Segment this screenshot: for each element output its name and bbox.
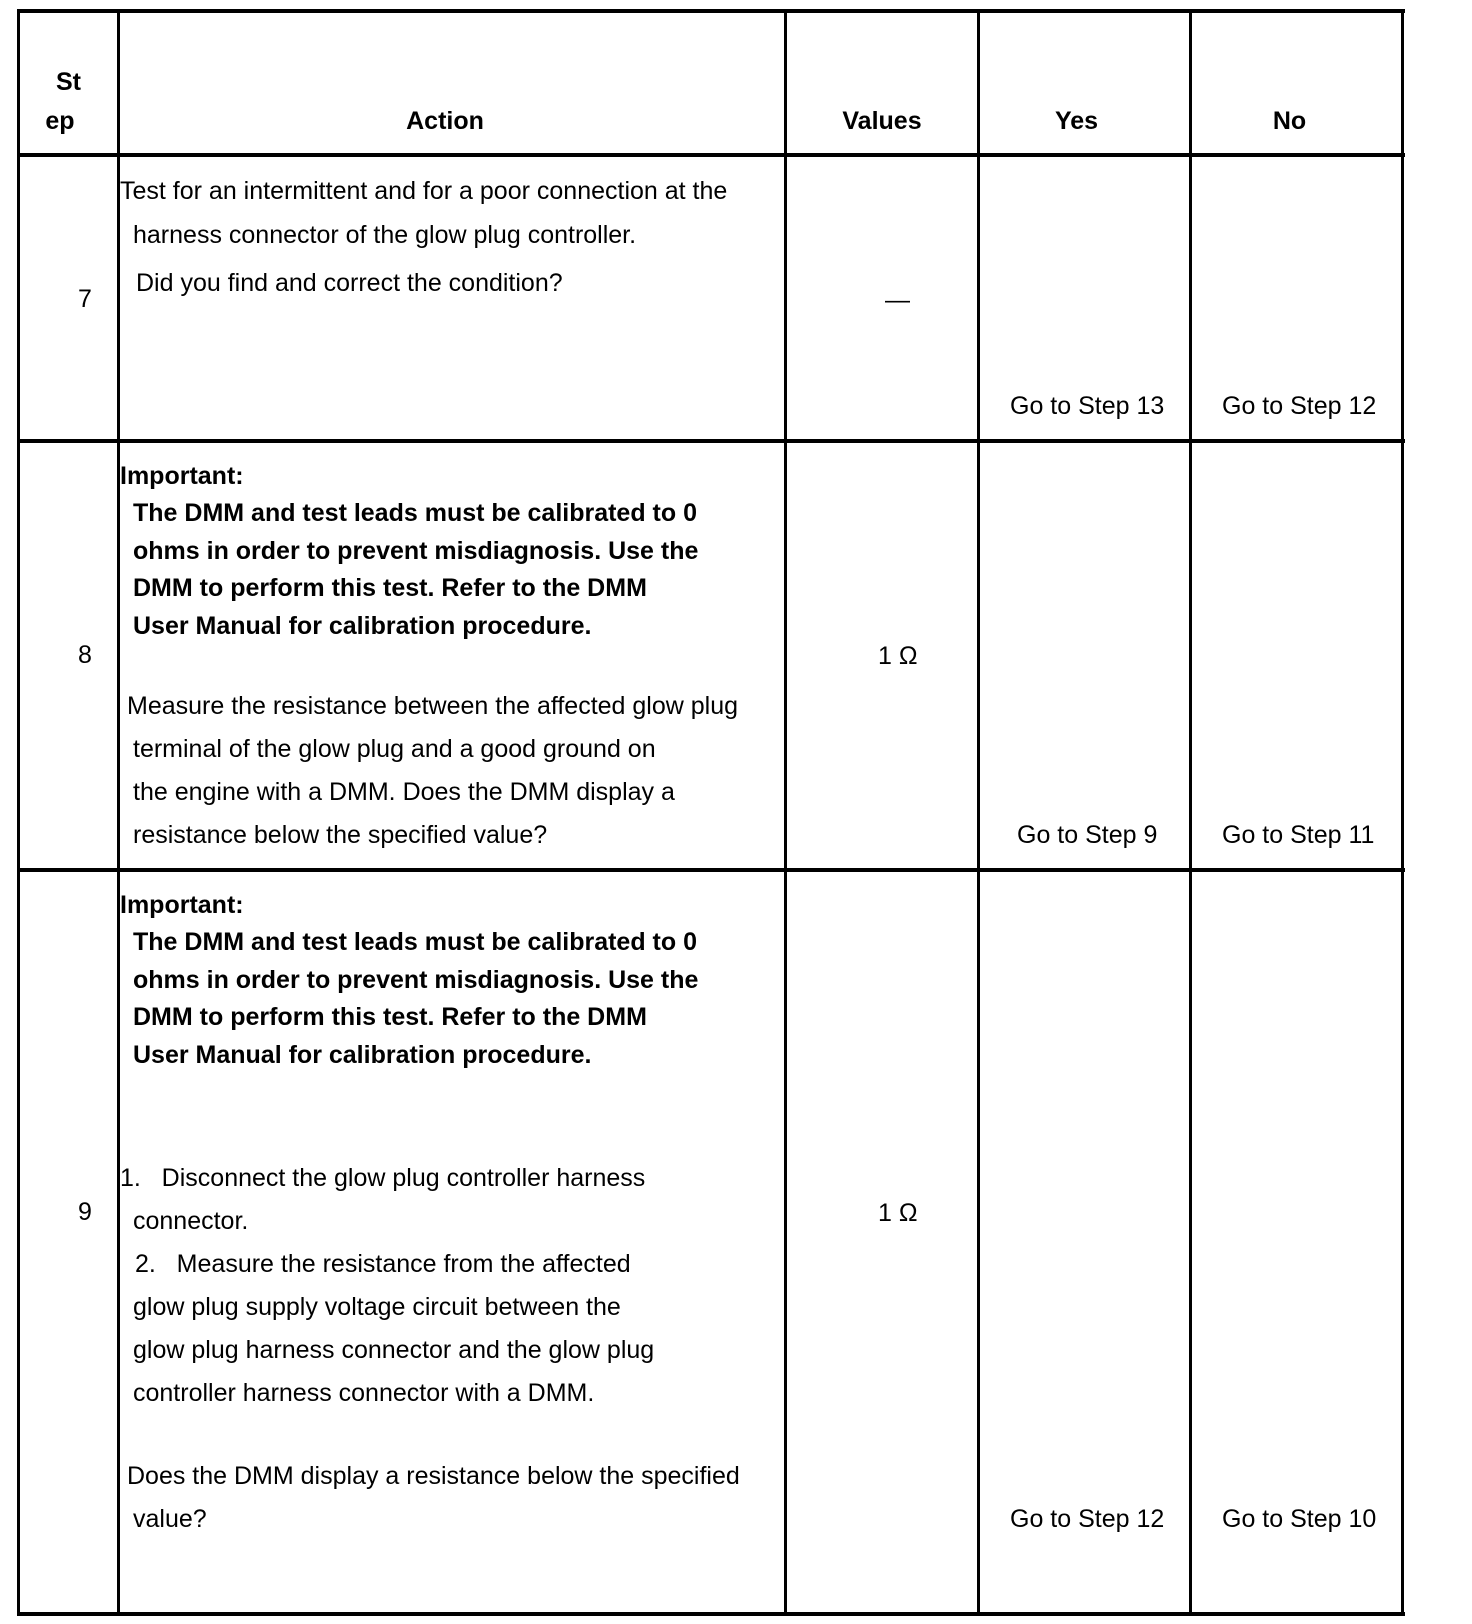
header-yes: Yes [1054, 107, 1099, 135]
action-text: 2. Measure the resistance from the affected [135, 1250, 631, 1278]
grid-line [17, 10, 20, 1616]
action-text: Measure the resistance between the affected glow plug [127, 692, 739, 720]
no-cell: Go to Step 10 [1222, 1505, 1377, 1533]
header-step-line2: ep [45, 107, 75, 135]
important-label: Important: [120, 462, 244, 490]
action-text: connector. [133, 1207, 249, 1235]
important-text: DMM to perform this test. Refer to the DMM [133, 574, 647, 602]
grid-line [17, 439, 1405, 443]
grid-line [17, 9, 1405, 13]
grid-line [977, 10, 980, 1616]
important-text: User Manual for calibration procedure. [133, 1041, 592, 1069]
grid-line [1401, 10, 1404, 1616]
grid-line [1189, 10, 1192, 1616]
yes-cell: Go to Step 13 [1010, 392, 1165, 420]
yes-cell: Go to Step 12 [1010, 1505, 1165, 1533]
step-number: 7 [78, 285, 92, 313]
grid-line [784, 10, 787, 1616]
value-cell: 1 Ω [878, 1199, 918, 1227]
important-label: Important: [120, 891, 244, 919]
grid-line [17, 1612, 1405, 1616]
action-text: Test for an intermittent and for a poor connection at the [120, 177, 728, 205]
action-text: glow plug harness connector and the glow plug [133, 1336, 655, 1364]
header-step-line1: St [56, 68, 81, 96]
header-action: Action [406, 107, 484, 135]
no-cell: Go to Step 12 [1222, 392, 1377, 420]
important-text: The DMM and test leads must be calibrated to 0 [133, 928, 698, 956]
action-text: resistance below the specified value? [133, 821, 548, 849]
value-cell: 1 Ω [878, 642, 918, 670]
important-text: ohms in order to prevent misdiagnosis. Use the [133, 966, 699, 994]
header-no: No [1272, 107, 1307, 135]
action-text: Did you find and correct the condition? [136, 269, 563, 297]
header-values: Values [842, 107, 922, 135]
no-cell: Go to Step 11 [1222, 821, 1375, 849]
grid-line [17, 153, 1405, 157]
important-text: The DMM and test leads must be calibrated to 0 [133, 499, 698, 527]
action-text: glow plug supply voltage circuit between the [133, 1293, 621, 1321]
action-text: value? [133, 1505, 207, 1533]
value-cell: — [885, 286, 910, 314]
action-text: Does the DMM display a resistance below the specified [127, 1462, 740, 1490]
action-text: harness connector of the glow plug controller. [133, 221, 637, 249]
action-text: the engine with a DMM. Does the DMM display a [133, 778, 675, 806]
action-text: 1. Disconnect the glow plug controller harness [120, 1164, 646, 1192]
important-text: ohms in order to prevent misdiagnosis. Use the [133, 537, 699, 565]
important-text: User Manual for calibration procedure. [133, 612, 592, 640]
step-number: 8 [78, 641, 92, 669]
action-text: terminal of the glow plug and a good ground on [133, 735, 656, 763]
yes-cell: Go to Step 9 [1017, 821, 1158, 849]
grid-line [17, 868, 1405, 872]
grid-line [117, 10, 120, 1616]
important-text: DMM to perform this test. Refer to the DMM [133, 1003, 647, 1031]
action-text: controller harness connector with a DMM. [133, 1379, 595, 1407]
step-number: 9 [78, 1198, 92, 1226]
